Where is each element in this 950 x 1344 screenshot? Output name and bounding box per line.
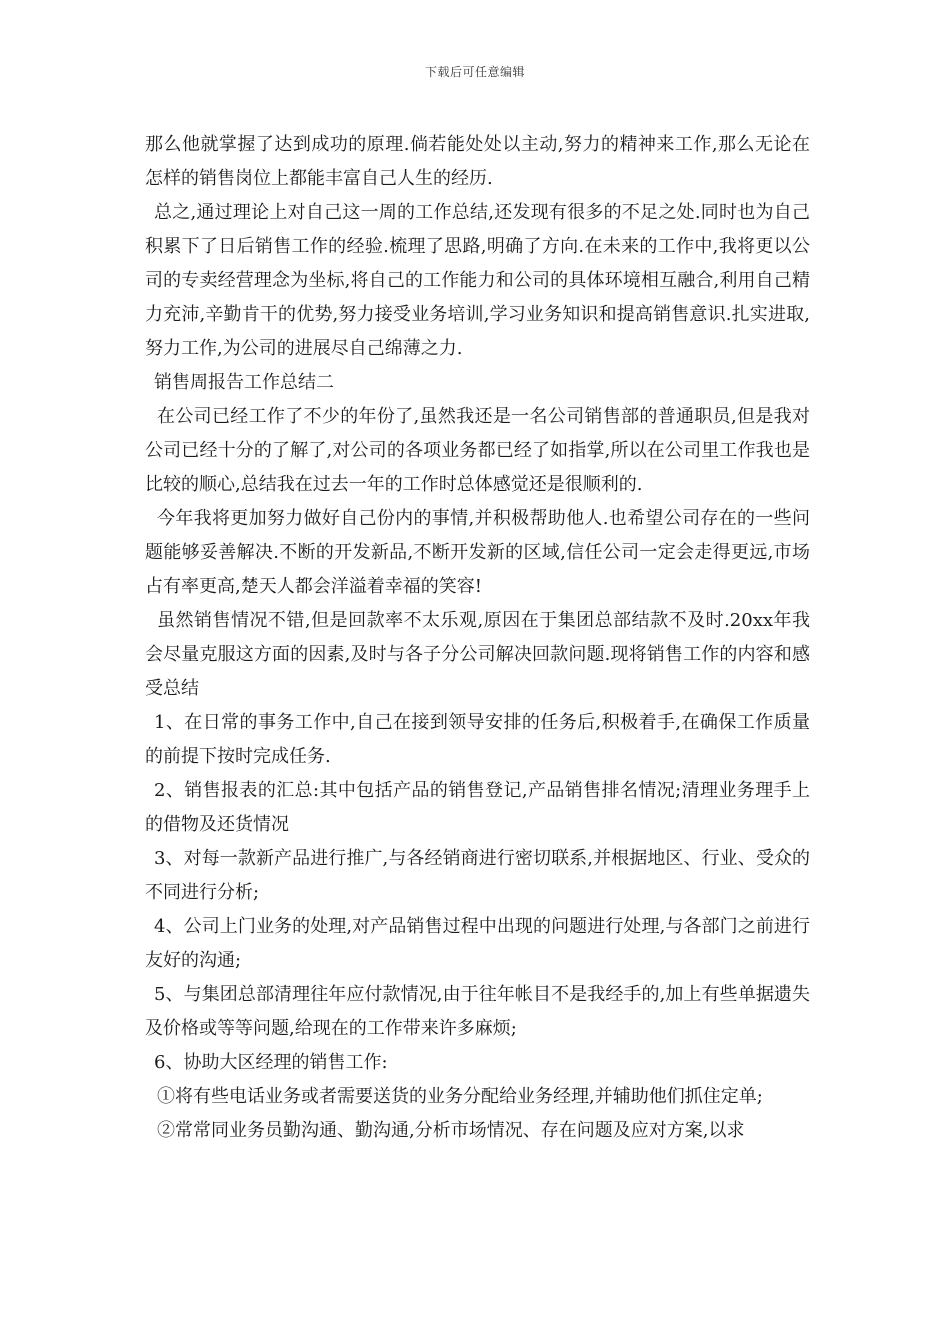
list-item-1: 1、在日常的事务工作中,自己在接到领导安排的任务后,积极着手,在确保工作质量的前提下按时完成任务.: [145, 712, 810, 767]
list-item-2: 2、销售报表的汇总:其中包括产品的销售登记,产品销售排名情况;清理业务理手上的借物及还货情况: [145, 780, 810, 835]
document-body: [145, 128, 810, 1148]
paragraph-1: 那么他就掌握了达到成功的原理.倘若能处处以主动,努力的精神来工作,那么无论在怎样的销售岗位上都能丰富自己人生的经历.: [145, 134, 810, 189]
paragraph-5: 虽然销售情况不错,但是回款率不太乐观,原因在于集团总部结款不及时.20xx年我会尽量克服这方面的因素,及时与各子分公司解决回款问题.现将销售工作的内容和感受总结: [145, 610, 810, 699]
page-header: 下载后可任意编辑: [424, 65, 525, 79]
list-item-6: 6、协助大区经理的销售工作:: [154, 1052, 388, 1073]
section-heading: 销售周报告工作总结二: [154, 372, 334, 393]
list-item-5: 5、与集团总部清理往年应付款情况,由于往年帐目不是我经手的,加上有些单据遗失及价格或等等问题,给现在的工作带来许多麻烦;: [145, 984, 810, 1039]
paragraph-4: 今年我将更加努力做好自己份内的事情,并积极帮助他人.也希望公司存在的一些问题能够妥善解决.不断的开发新品,不断开发新的区域,信任公司一定会走得更远,市场占有率更高,楚天人都会洋溢着幸福的笑容!: [145, 508, 810, 597]
paragraph-2: 总之,通过理论上对自己这一周的工作总结,还发现有很多的不足之处.同时也为自己积累下了日后销售工作的经验.梳理了思路,明确了方向.在未来的工作中,我将更以公司的专卖经营理念为坐标,将自己的工作能力和公司的具体环境相互融合,利用自己精力充沛,辛勤肯干的优势,努力接受业务培训,学习业务知识和提高销售意识.扎实进取,努力工作,为公司的进展尽自己绵薄之力.: [145, 202, 810, 359]
sub-item-1: ①将有些电话业务或者需要送货的业务分配给业务经理,并辅助他们抓住定单;: [157, 1086, 763, 1107]
paragraph-3: 在公司已经工作了不少的年份了,虽然我还是一名公司销售部的普通职员,但是我对公司已经十分的了解了,对公司的各项业务都已经了如指掌,所以在公司里工作我也是比较的顺心,总结我在过去一年的工作时总体感觉还是很顺利的.: [145, 406, 810, 495]
sub-item-2: ②常常同业务员勤沟通、勤沟通,分析市场情况、存在问题及应对方案,以求: [157, 1120, 745, 1141]
list-item-3: 3、对每一款新产品进行推广,与各经销商进行密切联系,并根据地区、行业、受众的不同进行分析;: [145, 848, 810, 903]
list-item-4: 4、公司上门业务的处理,对产品销售过程中出现的问题进行处理,与各部门之前进行友好的沟通;: [145, 916, 810, 971]
